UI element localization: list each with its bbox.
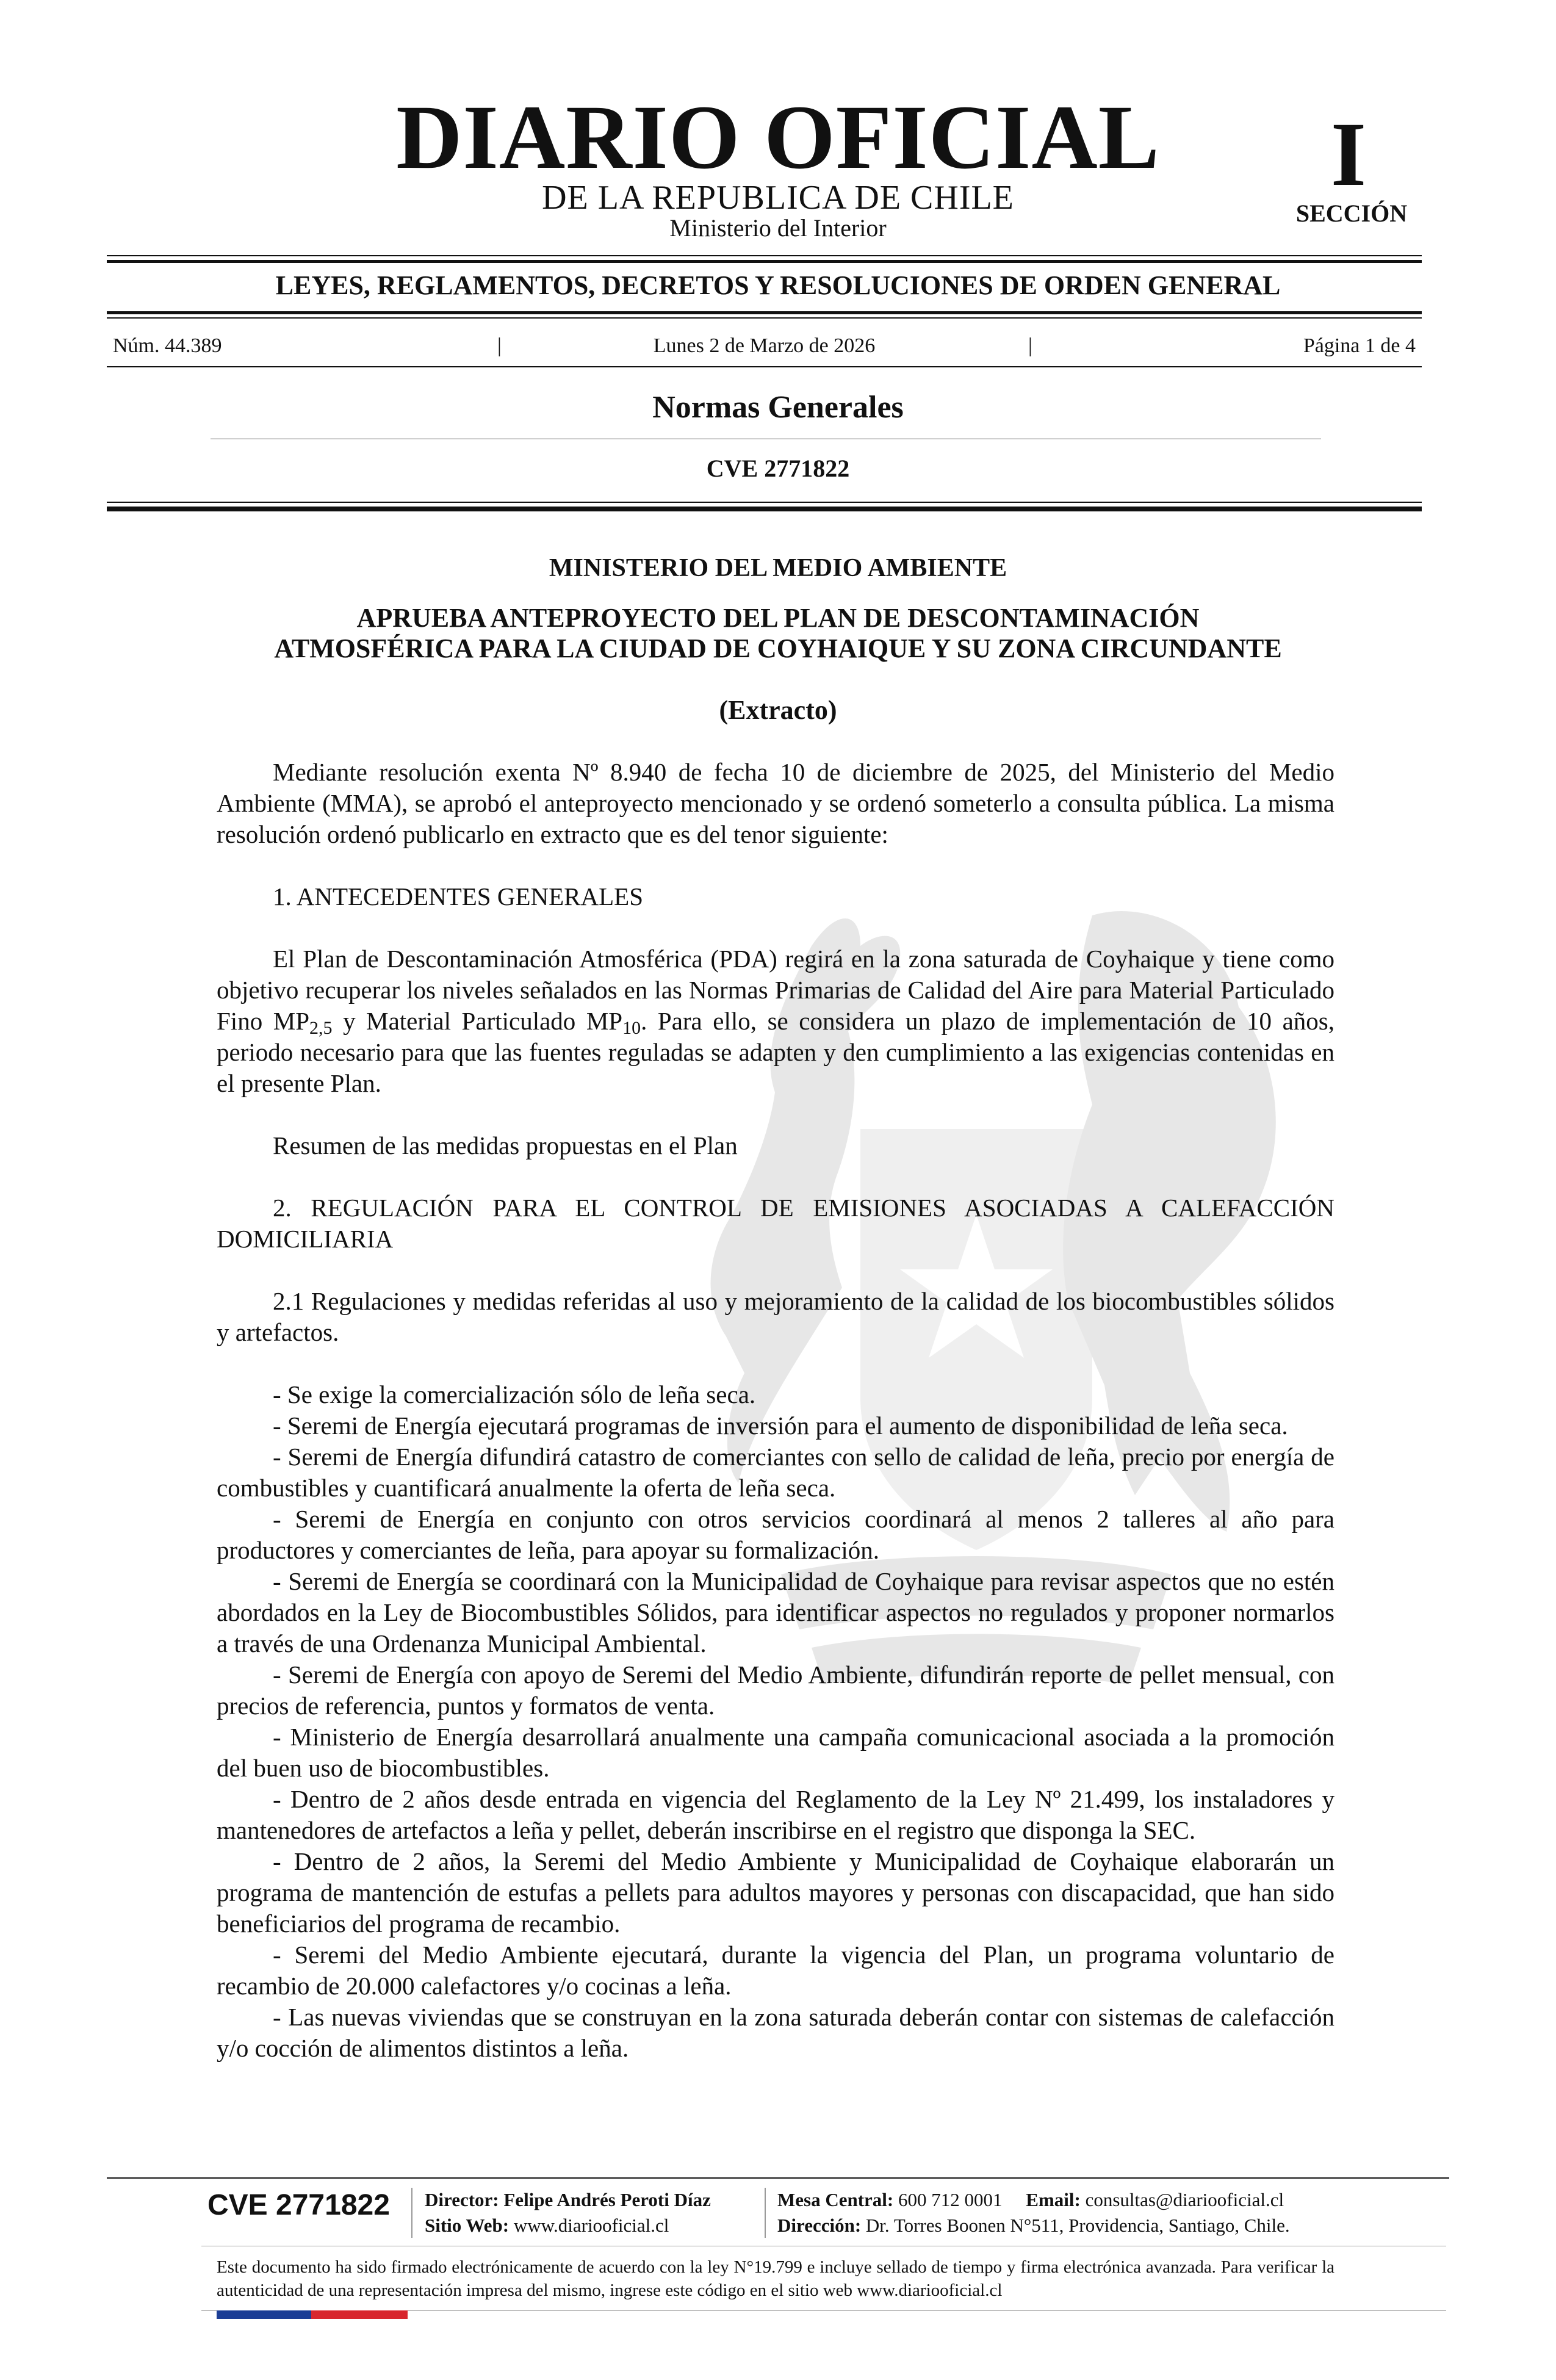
pda-paragraph — [217, 943, 1334, 1099]
email-label: Email: — [1026, 2189, 1081, 2210]
info-separator: | — [1028, 334, 1032, 357]
norm-subrule — [211, 438, 1321, 439]
address-label: Dirección: — [777, 2215, 862, 2236]
measure-item: - Seremi de Energía difundirá catastro de comerciantes con sello de calidad de leña, precio por energía de combustibles y cuantificará anualmente la oferta de leña seca. — [217, 1443, 1334, 1502]
document-title-line: APRUEBA ANTEPROYECTO DEL PLAN DE DESCONTAMINACIÓN — [356, 603, 1200, 633]
masthead-title: DIARIO OFICIAL — [396, 87, 1160, 188]
section-label: SECCIÓN — [1295, 200, 1408, 227]
measure-item: - Seremi de Energía en conjunto con otros servicios coordinará al menos 2 talleres al año para productores y comerciantes de leña, para apoyar su formalización. — [217, 1505, 1334, 1564]
website-label: Sitio Web: — [425, 2215, 510, 2236]
section-heading-2-1: 2.1 Regulaciones y medidas referidas al uso y mejoramiento de la calidad de los biocombustibles sólidos y artefactos. — [217, 1287, 1334, 1346]
cve-rule-thin — [107, 502, 1422, 503]
pda-text: El Plan de Descontaminación Atmosférica (PDA) regirá en la zona saturada de Coyhaique y tiene como objetivo recuperar los niveles señalados en las Normas Primarias de Calidad del Aire para Material Particulado Fino MP — [217, 945, 1334, 1035]
infobar-rule — [107, 366, 1422, 367]
document-title — [0, 603, 1556, 664]
director-name: Felipe Andrés Peroti Díaz — [503, 2189, 711, 2210]
flag-stripe-red — [311, 2310, 408, 2319]
info-separator: | — [497, 334, 502, 357]
signature-note: Este documento ha sido firmado electrónicamente de acuerdo con la ley N°19.799 e incluye sellado de tiempo y firma electrónica avanzada. Para verificar la autenticidad de una representación impresa del mismo, ingrese este código en el sitio web www.diariooficial.cl — [217, 2257, 1334, 2300]
document-ministry: MINISTERIO DEL MEDIO AMBIENTE — [549, 554, 1007, 582]
extract-label: (Extracto) — [719, 695, 837, 725]
footer-contact-block — [777, 2187, 1290, 2238]
category-heading: LEYES, REGLAMENTOS, DECRETOS Y RESOLUCIONES DE ORDEN GENERAL — [275, 270, 1281, 300]
measure-item: - Seremi de Energía se coordinará con la Municipalidad de Coyhaique para revisar aspectos que no estén abordados en la Ley de Biocombustibles Sólidos, para identificar aspectos no regulados y proponer normarlos a través de una Ordenanza Municipal Ambiental. — [217, 1567, 1334, 1657]
measure-item: - Seremi de Energía con apoyo de Seremi del Medio Ambiente, difundirán reporte de pellet mensual, con precios de referencia, puntos y formatos de venta. — [217, 1661, 1334, 1720]
header-rule-thick — [107, 260, 1422, 263]
document-body — [217, 757, 1334, 2064]
phone-number: 600 712 0001 — [898, 2189, 1003, 2210]
measure-item: - Seremi del Medio Ambiente ejecutará, durante la vigencia del Plan, un programa voluntario de recambio de 20.000 calefactores y/o cocinas a leña. — [217, 1941, 1334, 2000]
norm-section-heading: Normas Generales — [652, 390, 904, 425]
section-heading-2: 2. REGULACIÓN PARA EL CONTROL DE EMISIONES ASOCIADAS A CALEFACCIÓN DOMICILIARIA — [217, 1194, 1334, 1253]
masthead-ministry: Ministerio del Interior — [669, 214, 887, 242]
masthead-subtitle: DE LA REPUBLICA DE CHILE — [542, 179, 1014, 217]
page-indicator: Página 1 de 4 — [1303, 334, 1416, 357]
measure-item: - Seremi de Energía ejecutará programas de inversión para el aumento de disponibilidad de leña seca. — [273, 1412, 1288, 1440]
cve-code-top: CVE 2771822 — [706, 455, 850, 482]
director-label: Director: — [425, 2189, 499, 2210]
measure-item: - Se exige la comercialización sólo de leña seca. — [273, 1380, 756, 1408]
header-rule-top — [107, 255, 1422, 256]
measure-item: - Las nuevas viviendas que se construyan en la zona saturada deberán contar con sistemas de calefacción y/o cocción de alimentos distintos a leña. — [217, 2003, 1334, 2062]
footer-director-block — [425, 2187, 711, 2238]
section-number: I — [1330, 104, 1367, 205]
footer-rule-top — [107, 2177, 1449, 2179]
measure-item: - Ministerio de Energía desarrollará anualmente una campaña comunicacional asociada a la promoción del buen uso de biocombustibles. — [217, 1723, 1334, 1782]
issue-date: Lunes 2 de Marzo de 2026 — [653, 334, 876, 357]
subscript-pm25: 2,5 — [309, 1018, 333, 1038]
issue-info-bar — [113, 336, 1416, 360]
document-title-line: ATMOSFÉRICA PARA LA CIUDAD DE COYHAIQUE Y SU ZONA CIRCUNDANTE — [274, 633, 1282, 663]
email-link[interactable]: consultas@diariooficial.cl — [1085, 2189, 1284, 2210]
website-link[interactable]: www.diariooficial.cl — [513, 2215, 669, 2236]
measure-item: - Dentro de 2 años desde entrada en vigencia del Reglamento de la Ley Nº 21.499, los instaladores y mantenedores de artefactos a leña y pellet, deberán inscribirse en el registro que disponga la SEC. — [217, 1785, 1334, 1844]
category-rule-thick — [107, 311, 1422, 314]
category-rule-thin — [107, 317, 1422, 319]
footer-divider — [765, 2188, 766, 2238]
phone-label: Mesa Central: — [777, 2189, 894, 2210]
intro-paragraph: Mediante resolución exenta Nº 8.940 de fecha 10 de diciembre de 2025, del Ministerio del Medio Ambiente (MMA), se aprobó el anteproyecto mencionado y se ordenó someterlo a consulta pública. La misma resolución ordenó publicarlo en extracto que es del tenor siguiente: — [217, 758, 1334, 848]
pda-text: y Material Particulado MP — [332, 1007, 623, 1035]
subscript-pm10: 10 — [622, 1018, 641, 1038]
summary-paragraph: Resumen de las medidas propuestas en el Plan — [273, 1131, 738, 1159]
section-heading-1: 1. ANTECEDENTES GENERALES — [273, 882, 643, 911]
issue-number: Núm. 44.389 — [113, 334, 222, 357]
pda-text: . Para ello, se considera un plazo de implementación de 10 años, periodo necesario para que las fuentes reguladas se adapten y den cumplimiento a las exigencias contenidas en el presente Plan. — [217, 1007, 1334, 1097]
footer-divider — [411, 2188, 412, 2238]
footer-cve-code: CVE 2771822 — [207, 2189, 390, 2221]
address-text: Dr. Torres Boonen N°511, Providencia, Santiago, Chile. — [865, 2215, 1290, 2236]
measure-item: - Dentro de 2 años, la Seremi del Medio Ambiente y Municipalidad de Coyhaique elaborarán un programa de mantención de estufas a pellets para adultos mayores y personas con discapacidad, que han sido beneficiarios del programa de recambio. — [217, 1847, 1334, 1938]
flag-stripe-blue — [217, 2310, 311, 2319]
cve-rule-thick — [107, 507, 1422, 511]
